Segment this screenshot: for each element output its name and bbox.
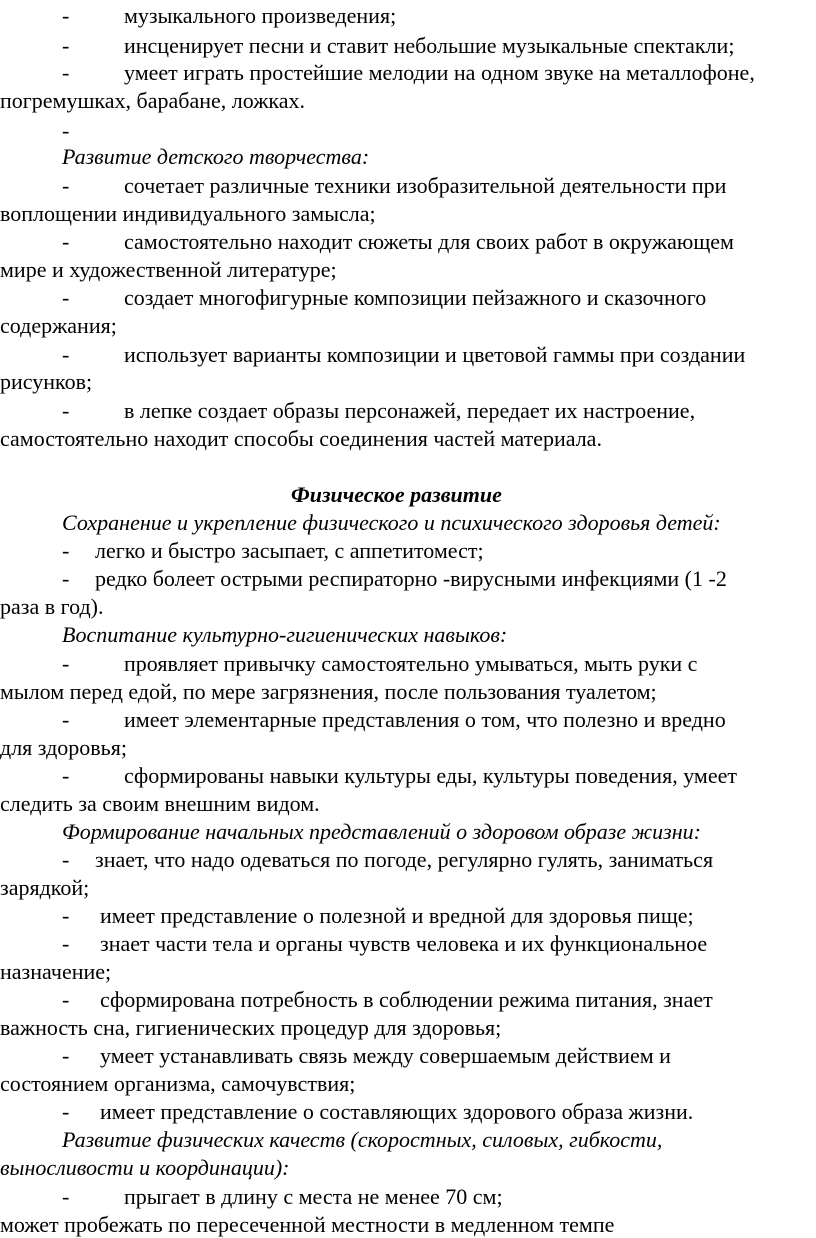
section-heading: Сохранение и укрепление физического и психического здоровья детей: xyxy=(62,510,721,535)
list-dash: - xyxy=(62,538,70,563)
list-dash: - xyxy=(62,398,70,423)
list-dash: - xyxy=(62,173,70,198)
list-item-text: инсценирует песни и ставит небольшие музыкальные спектакли; xyxy=(124,33,735,58)
list-item-text: имеет представление о составляющих здорового образа жизни. xyxy=(100,1099,694,1124)
list-item-continuation: погремушках, барабане, ложках. xyxy=(0,88,306,113)
list-item-continuation: мылом перед едой, по мере загрязнения, после пользования туалетом; xyxy=(0,679,657,704)
list-item-text: умеет устанавливать связь между совершаемым действием и xyxy=(100,1043,671,1068)
list-item-continuation: зарядкой; xyxy=(0,875,90,900)
list-item-text: знает части тела и органы чувств человека и их функциональное xyxy=(100,931,708,956)
section-heading: Формирование начальных представлений о здоровом образе жизни: xyxy=(62,819,701,844)
list-dash: - xyxy=(62,707,70,732)
list-dash: - xyxy=(62,1184,70,1209)
list-item-text: знает, что надо одеваться по погоде, регулярно гулять, заниматься xyxy=(95,847,714,872)
list-item-continuation: раза в год). xyxy=(0,594,104,619)
list-item-continuation: рисунков; xyxy=(0,369,93,394)
list-dash: - xyxy=(62,33,70,58)
list-dash: - xyxy=(62,847,70,872)
list-dash: - xyxy=(62,763,70,788)
list-item-continuation: воплощении индивидуального замысла; xyxy=(0,201,376,226)
list-item-continuation: состоянием организма, самочувствия; xyxy=(0,1071,356,1096)
list-dash: - xyxy=(62,1043,70,1068)
list-item-text: сочетает различные техники изобразительной деятельности при xyxy=(124,173,727,198)
list-item-text: легко и быстро засыпает, с аппетитомест; xyxy=(95,538,484,563)
list-dash: - xyxy=(62,903,70,928)
list-dash: - xyxy=(62,229,70,254)
list-dash: - xyxy=(62,285,70,310)
list-item-text: сформированы навыки культуры еды, культуры поведения, умеет xyxy=(124,763,737,788)
list-item-text: в лепке создает образы персонажей, передает их настроение, xyxy=(124,398,696,423)
list-item-text: проявляет привычку самостоятельно умываться, мыть руки с xyxy=(124,651,698,676)
paragraph-line: может пробежать по пересеченной местности в медленном темпе xyxy=(0,1212,615,1237)
list-dash: - xyxy=(62,651,70,676)
list-dash: - xyxy=(62,60,70,85)
list-item-continuation: важность сна, гигиенических процедур для здоровья; xyxy=(0,1015,502,1040)
list-dash: - xyxy=(62,987,70,1012)
list-dash: - xyxy=(62,1099,70,1124)
list-item-continuation: для здоровья; xyxy=(0,735,127,760)
list-item-text: прыгает в длину с места не менее 70 см; xyxy=(124,1184,503,1209)
list-dash: - xyxy=(62,566,70,591)
list-item-text: самостоятельно находит сюжеты для своих работ в окружающем xyxy=(124,229,734,254)
list-item-text: имеет представление о полезной и вредной для здоровья пище; xyxy=(100,903,694,928)
list-item-continuation: следить за своим внешним видом. xyxy=(0,791,320,816)
list-item-text: использует варианты композиции и цветовой гаммы при создании xyxy=(124,342,746,367)
section-heading: Развитие детского творчества: xyxy=(62,144,370,169)
list-dash: - xyxy=(62,3,70,28)
section-heading: Воспитание культурно-гигиенических навыков: xyxy=(62,622,508,647)
list-item-continuation: назначение; xyxy=(0,959,112,984)
list-item-text: умеет играть простейшие мелодии на одном звуке на металлофоне, xyxy=(124,60,755,85)
list-dash: - xyxy=(62,118,70,143)
list-item-text: музыкального произведения; xyxy=(124,3,397,28)
list-dash: - xyxy=(62,931,70,956)
list-dash: - xyxy=(62,342,70,367)
list-item-text: имеет элементарные представления о том, что полезно и вредно xyxy=(124,707,726,732)
section-heading: Развитие физических качеств (скоростных, силовых, гибкости, xyxy=(62,1127,663,1152)
list-item-text: редко болеет острыми респираторно -вирусными инфекциями (1 -2 xyxy=(95,566,727,591)
section-title: Физическое развитие xyxy=(291,482,502,507)
list-item-continuation: самостоятельно находит способы соединения частей материала. xyxy=(0,426,602,451)
list-item-continuation: содержания; xyxy=(0,313,117,338)
section-heading-continuation: выносливости и координации): xyxy=(0,1155,290,1180)
list-item-text: сформирована потребность в соблюдении режима питания, знает xyxy=(100,987,713,1012)
list-item-continuation: мире и художественной литературе; xyxy=(0,257,337,282)
list-item-text: создает многофигурные композиции пейзажного и сказочного xyxy=(124,285,707,310)
